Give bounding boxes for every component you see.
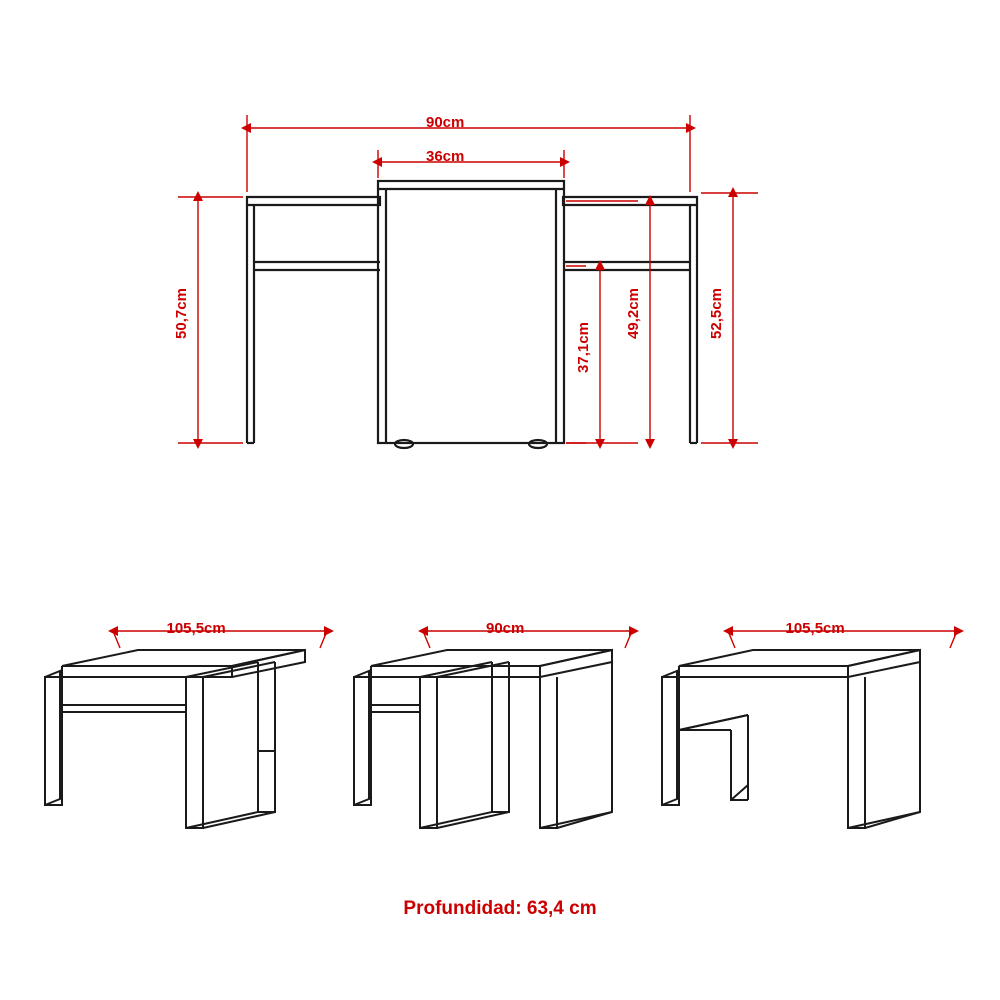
dimension-label-config-center: 90cm (486, 620, 525, 637)
top-elevation-view (178, 115, 758, 448)
dimension-center-panel-width (378, 150, 564, 178)
dimension-config-center-width (423, 631, 632, 648)
dimension-label-overall-width: 90cm (426, 114, 465, 131)
dimension-label-config-right: 105,5cm (785, 620, 845, 637)
configuration-center (354, 650, 612, 828)
depth-note: Profundidad: 63,4 cm (403, 898, 597, 919)
dimension-label-config-left: 105,5cm (166, 620, 226, 637)
dimension-label-left-height: 50,7cm (172, 287, 190, 339)
configuration-left (45, 650, 305, 828)
dimension-label-center-panel-width: 36cm (426, 148, 465, 165)
desk-center-panel (378, 181, 564, 448)
configuration-right (662, 650, 920, 828)
dimension-label-inner-height-small: 37,1cm (574, 321, 592, 373)
dimension-label-right-height: 52,5cm (707, 287, 725, 339)
desk-left-wing (247, 197, 380, 443)
dimension-label-inner-height-medium: 49,2cm (624, 287, 642, 339)
